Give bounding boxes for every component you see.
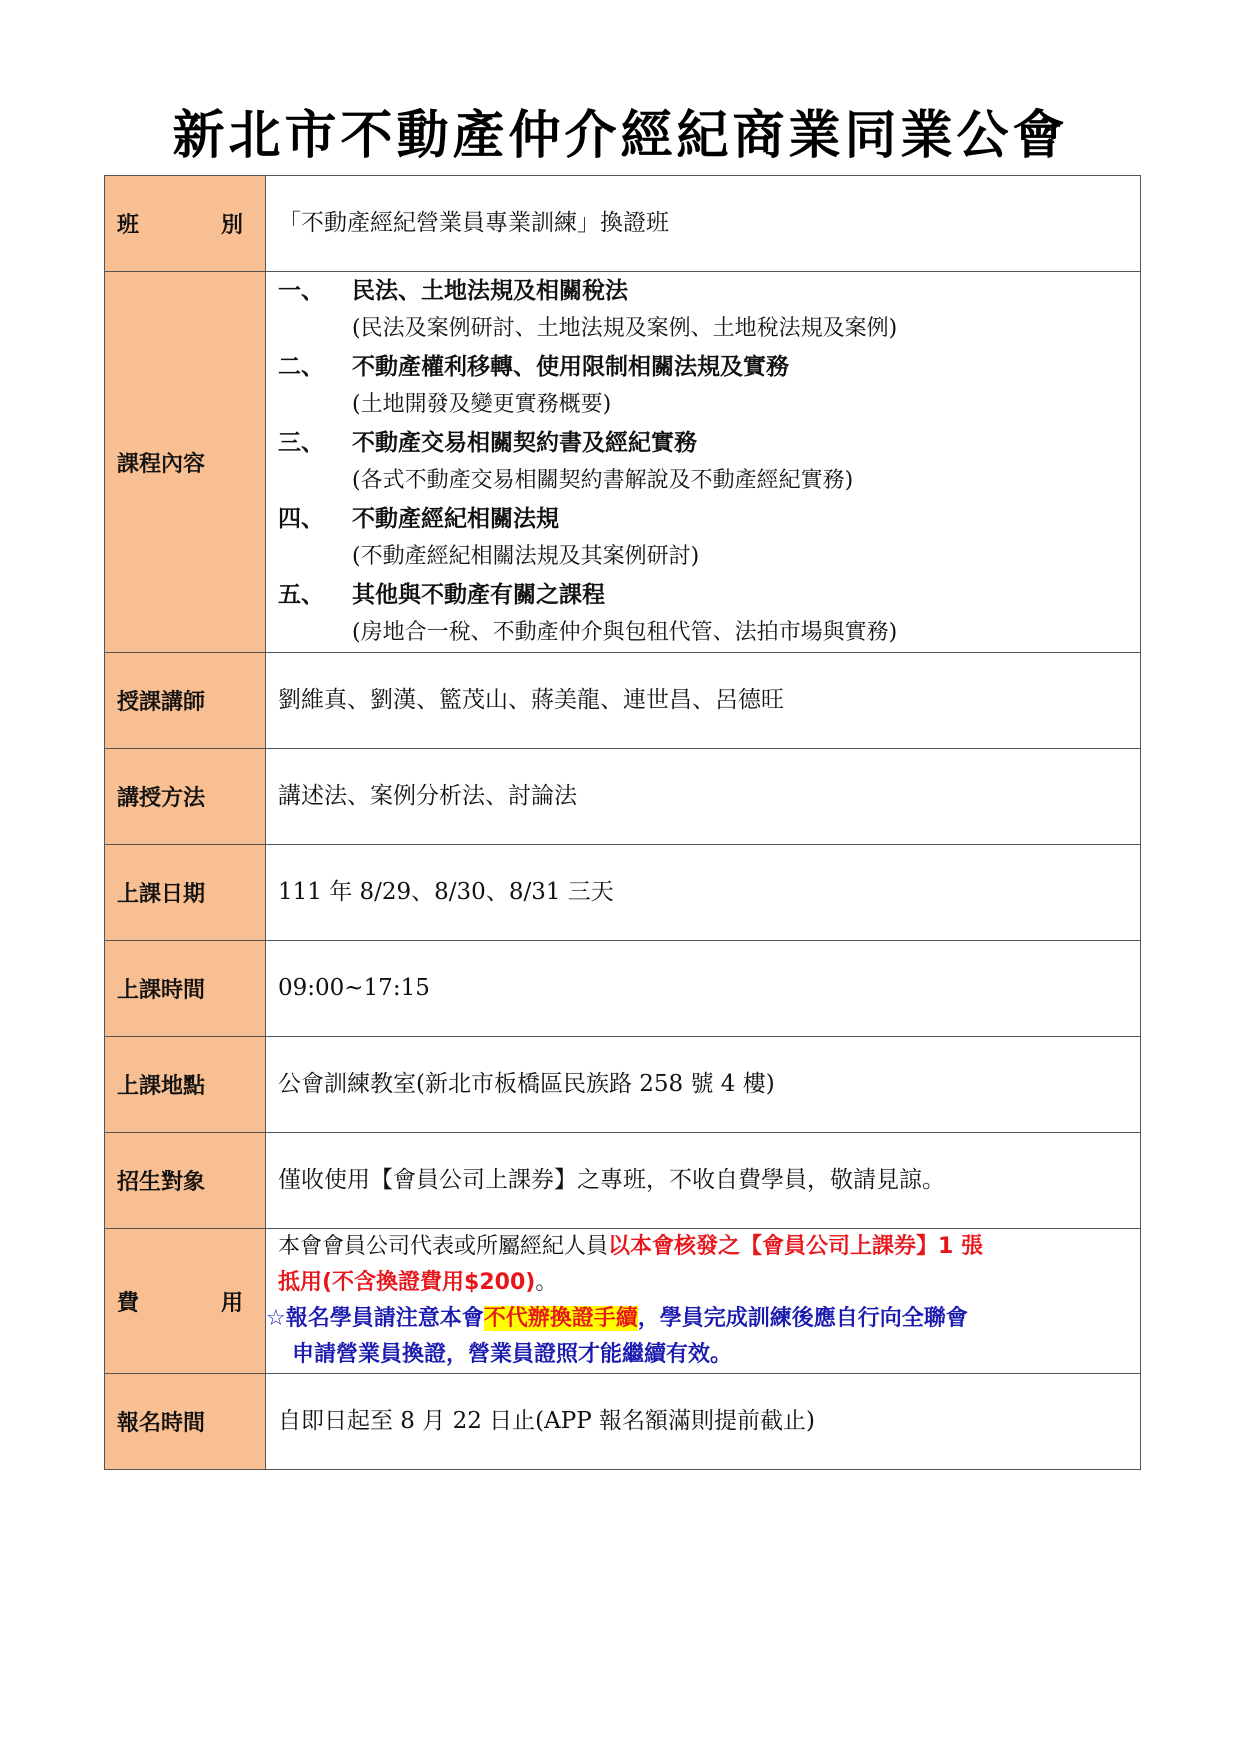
course-info-table: [104, 175, 1141, 1470]
row-courses: [105, 272, 1141, 653]
row-method: [105, 749, 1141, 845]
value-instructors: 劉維真、劉漢、籃茂山、蔣美龍、連世昌、呂德旺: [266, 653, 1141, 749]
fee-line-1: [266, 1229, 1140, 1265]
course-detail: (不動產經紀相關法規及其案例研討): [352, 544, 700, 569]
course-title: 不動產交易相關契約書及經紀實務: [352, 430, 697, 456]
label-fee-b: 用: [220, 1290, 243, 1316]
value-registration: 自即日起至 8 月 22 日止(APP 報名額滿則提前截止): [266, 1374, 1141, 1470]
course-detail: (民法及案例研討、土地法規及案例、土地稅法規及案例): [352, 316, 898, 341]
fee-notice-line-1: [266, 1301, 1140, 1337]
course-num: 一、: [278, 278, 324, 304]
row-location: [105, 1037, 1141, 1133]
fee-plain: 本會會員公司代表或所屬經紀人員: [278, 1234, 609, 1259]
fee-period: 。: [535, 1270, 558, 1295]
label-date: 上課日期: [105, 845, 266, 941]
course-num: 五、: [278, 582, 324, 608]
label-class: [105, 176, 266, 272]
course-detail: (土地開發及變更實務概要): [352, 392, 612, 417]
course-detail: (房地合一稅、不動產仲介與包租代管、法拍市場與實務): [352, 620, 898, 645]
notice-text-a: 報名學員請注意本會: [285, 1306, 484, 1331]
label-courses: 課程內容: [105, 272, 266, 653]
value-class: 「不動產經紀營業員專業訓練」換證班: [266, 176, 1141, 272]
course-title: 其他與不動產有關之課程: [352, 582, 605, 608]
course-title: 民法、土地法規及相關稅法: [352, 278, 628, 304]
notice-text-b: ，學員完成訓練後應自行向全聯會: [637, 1306, 968, 1331]
course-title: 不動產權利移轉、使用限制相關法規及實務: [352, 354, 789, 380]
label-location: 上課地點: [105, 1037, 266, 1133]
row-audience: [105, 1133, 1141, 1229]
label-instructors: 授課講師: [105, 653, 266, 749]
notice-highlight: 不代辦換證手續: [483, 1306, 638, 1331]
value-audience: 僅收使用【會員公司上課券】之專班，不收自費學員，敬請見諒。: [266, 1133, 1141, 1229]
course-num: 四、: [278, 506, 324, 532]
notice-text-c: 申請營業員換證，營業員證照才能繼續有效。: [292, 1342, 733, 1367]
fee-line-2: [266, 1265, 1140, 1301]
course-item-2: [278, 348, 1140, 424]
label-class-b: 別: [220, 213, 243, 238]
row-time: [105, 941, 1141, 1037]
value-courses: [266, 272, 1141, 653]
label-time: 上課時間: [105, 941, 266, 1037]
fee-voucher-text: 以本會核發之【會員公司上課券】1 張: [608, 1234, 983, 1259]
value-method: 講述法、案例分析法、討論法: [266, 749, 1141, 845]
value-fee: [266, 1229, 1141, 1374]
value-date: 111 年 8/29、8/30、8/31 三天: [266, 845, 1141, 941]
star-icon: ☆: [266, 1306, 286, 1331]
label-registration: 報名時間: [105, 1374, 266, 1470]
fee-exclusion: 抵用(不含換證費用$200): [278, 1270, 536, 1295]
label-fee: [105, 1229, 266, 1374]
row-instructors: [105, 653, 1141, 749]
label-class-a: 班: [117, 213, 140, 238]
course-item-1: [278, 272, 1140, 348]
course-title: 不動產經紀相關法規: [352, 506, 559, 532]
value-location: 公會訓練教室(新北市板橋區民族路 258 號 4 樓): [266, 1037, 1141, 1133]
fee-notice-line-2: [266, 1337, 1140, 1373]
label-method: 講授方法: [105, 749, 266, 845]
course-item-4: [278, 500, 1140, 576]
row-fee: [105, 1229, 1141, 1374]
label-audience: 招生對象: [105, 1133, 266, 1229]
row-date: [105, 845, 1141, 941]
value-time: 09:00~17:15: [266, 941, 1141, 1037]
label-fee-a: 費: [117, 1290, 140, 1316]
course-item-3: [278, 424, 1140, 500]
course-item-5: [278, 576, 1140, 652]
course-num: 二、: [278, 354, 324, 380]
row-class: [105, 176, 1141, 272]
page-title: 新北市不動產仲介經紀商業同業公會: [172, 106, 1069, 166]
course-detail: (各式不動產交易相關契約書解說及不動產經紀實務): [352, 468, 854, 493]
row-registration: [105, 1374, 1141, 1470]
course-num: 三、: [278, 430, 324, 456]
